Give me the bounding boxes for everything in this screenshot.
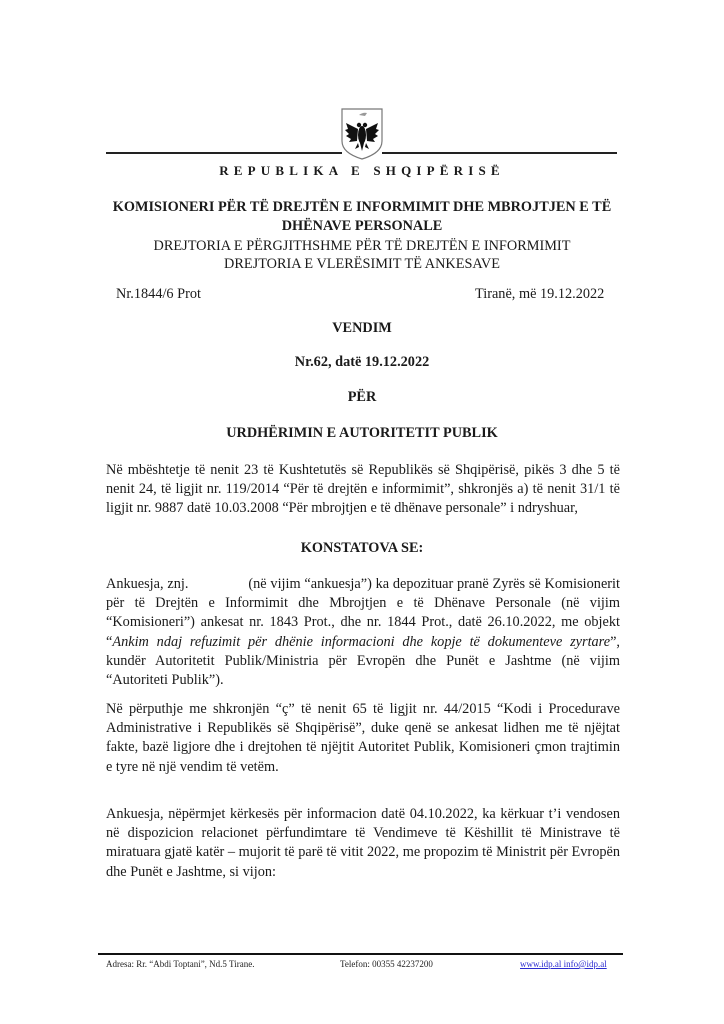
complaint-text: (në vijim “ankuesja”) ka depozituar pranë Zyrës së Komisionerit për të Drejtën e Informimit dhe Mbrojtjen e të Dhënave Personale (në vijim “Komisioneri”) ankesat nr. 1843 Prot., dhe nr. 1844 Prot., datë 26.10.2022, me objekt “ xyxy=(106,576,620,650)
complaint-text-end: ”, kundër Autoritetit Publik/Ministria për Evropën dhe Punët e Jashtme (në vijim “Autoriteti Publik”). xyxy=(106,633,620,689)
footer-web-email-link[interactable]: www.idp.al info@idp.al xyxy=(520,959,607,969)
directorates xyxy=(0,237,724,273)
protocol-number: Nr.1844/6 Prot xyxy=(116,286,201,302)
findings-heading: KONSTATOVA SE: xyxy=(300,540,424,556)
institution-line-1: KOMISIONERI PËR TË DREJTËN E INFORMIMIT DHE MBROJTJEN E TË xyxy=(112,199,612,215)
header-rule-right xyxy=(382,152,617,154)
albanian-eagle-emblem-icon xyxy=(340,107,384,161)
header-rule-left xyxy=(106,152,342,154)
complaint-object: Ankim ndaj refuzimit për dhënie informacioni dhe kopje të dokumenteve zyrtare xyxy=(112,633,611,650)
footer-phone: Telefon: 00355 42237200 xyxy=(340,959,433,969)
institution-line-2: DHËNAVE PERSONALE xyxy=(281,218,443,234)
decision-for: PËR xyxy=(347,389,377,405)
republic-heading: REPUBLIKA E SHQIPËRISË xyxy=(219,163,505,178)
joinder-paragraph: Në përputhje me shkronjën “ç” të nenit 65 të ligjit nr. 44/2015 “Kodi i Procedurave Administrative i Republikës së Shqipërisë”, duke qenë se ankesat lidhen me të njëjtat fakte, bazë ligjore dhe i drejtohen të njëjtit Autoritet Publik, Komisioneri çmon trajtimin e tyre në një vendim të vetëm. xyxy=(106,701,620,775)
complaint-paragraph xyxy=(106,575,620,690)
decision-number-date: Nr.62, datë 19.12.2022 xyxy=(294,354,430,370)
preamble-paragraph: Në mbështetje të nenit 23 të Kushtetutës së Republikës së Shqipërisë, pikës 3 dhe 5 të nenit 24, të ligjit nr. 119/2014 “Për të drejtën e informimit”, shkronjës a) të nenit 31/1 të ligjit nr. 9887 datë 10.03.2008 “Për mbrojtjen e të dhënave personale” i ndryshuar, xyxy=(106,462,620,517)
decision-title: VENDIM xyxy=(332,320,392,336)
request-paragraph: Ankuesja, nëpërmjet kërkesës për informacion datë 04.10.2022, ka kërkuar t’i vendosen në dispozicion relacionet përfundimtare të Vendimeve të Këshillit të Ministrave të miratuara gjatë katër – mujorit të parë të vitit 2022, me propozim të Ministrit për Evropën dhe Punët e Jashtme, si vijon: xyxy=(106,806,620,880)
institution-name xyxy=(0,198,724,236)
complainant-label: Ankuesja, znj. xyxy=(106,576,189,592)
directorate: DREJTORIA E VLERËSIMIT TË ANKESAVE xyxy=(224,256,500,272)
directorate-general: DREJTORIA E PËRGJITHSHME PËR TË DREJTËN E INFORMIMIT xyxy=(153,238,571,254)
footer-rule xyxy=(98,953,623,955)
place-date: Tiranë, më 19.12.2022 xyxy=(475,286,605,302)
footer-address: Adresa: Rr. “Abdi Toptani”, Nd.5 Tirane. xyxy=(106,959,255,969)
decision-subject: URDHËRIMIN E AUTORITETIT PUBLIK xyxy=(226,425,498,441)
